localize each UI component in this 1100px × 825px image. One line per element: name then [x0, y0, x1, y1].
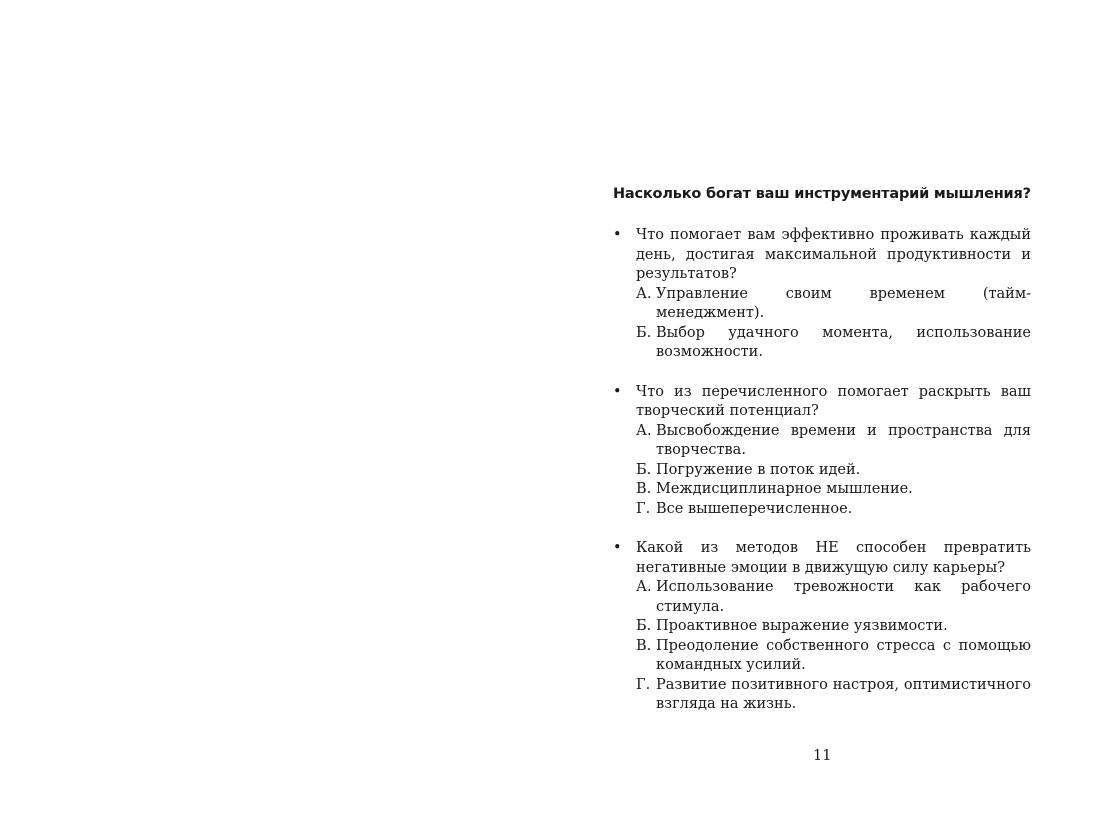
answer-option — [636, 676, 1031, 715]
answer-letter: Б. — [636, 618, 652, 634]
answer-list — [636, 422, 1031, 520]
answer-option — [636, 480, 1031, 500]
answer-letter: В. — [636, 481, 652, 497]
answer-letter: Г. — [636, 676, 651, 693]
page-number: 11 — [813, 748, 832, 764]
bullet-marker: • — [613, 383, 622, 400]
answer-letter: Б. — [636, 461, 652, 478]
question-text: Что помогает вам эффективно проживать каждый день, достигая максимальной продуктивности и результатов? — [636, 227, 1031, 282]
answer-text: Высвобождение времени и пространства для творчества. — [656, 422, 1031, 458]
answer-letter: В. — [636, 637, 652, 654]
question-text: Что из перечисленного помогает раскрыть ваш творческий потенциал? — [636, 383, 1031, 419]
answer-option — [636, 461, 1031, 481]
bullet-marker: • — [613, 540, 622, 556]
answer-text: Проактивное выражение уязвимости. — [656, 618, 948, 634]
answer-text: Погружение в поток идей. — [656, 461, 861, 478]
answer-text: Преодоление собственного стресса с помощью командных усилий. — [656, 637, 1031, 673]
quiz-content — [613, 184, 1031, 735]
answer-option — [636, 637, 1031, 676]
question-item — [613, 383, 1031, 520]
answer-text: Выбор удачного момента, использование возможности. — [656, 324, 1031, 360]
answer-option — [636, 422, 1031, 461]
answer-letter: Б. — [636, 324, 652, 341]
answer-text: Все вышеперечисленное. — [656, 500, 853, 517]
answer-option — [636, 285, 1031, 324]
question-text: Какой из методов НЕ способен превратить негативные эмоции в движущую силу карьеры? — [636, 540, 1031, 576]
answer-letter: А. — [636, 285, 652, 302]
answer-letter: А. — [636, 579, 652, 595]
answer-option — [636, 500, 1031, 520]
section-heading: Насколько богат ваш инструментарий мышления? — [613, 186, 1031, 202]
answer-list — [636, 578, 1031, 715]
answer-list — [636, 285, 1031, 363]
answer-option — [636, 324, 1031, 363]
answer-text: Междисциплинарное мышление. — [656, 481, 913, 497]
answer-text: Использование тревожности как рабочего стимула. — [656, 579, 1031, 615]
answer-option — [636, 578, 1031, 617]
answer-text: Управление своим временем (тайм-менеджмент). — [656, 285, 1031, 321]
bullet-marker: • — [613, 227, 622, 243]
question-item — [613, 539, 1031, 715]
question-item — [613, 226, 1031, 363]
answer-letter: Г. — [636, 500, 651, 517]
answer-option — [636, 617, 1031, 637]
answer-letter: А. — [636, 422, 652, 439]
answer-text: Развитие позитивного настроя, оптимистичного взгляда на жизнь. — [656, 676, 1031, 712]
right-page — [550, 0, 1100, 825]
